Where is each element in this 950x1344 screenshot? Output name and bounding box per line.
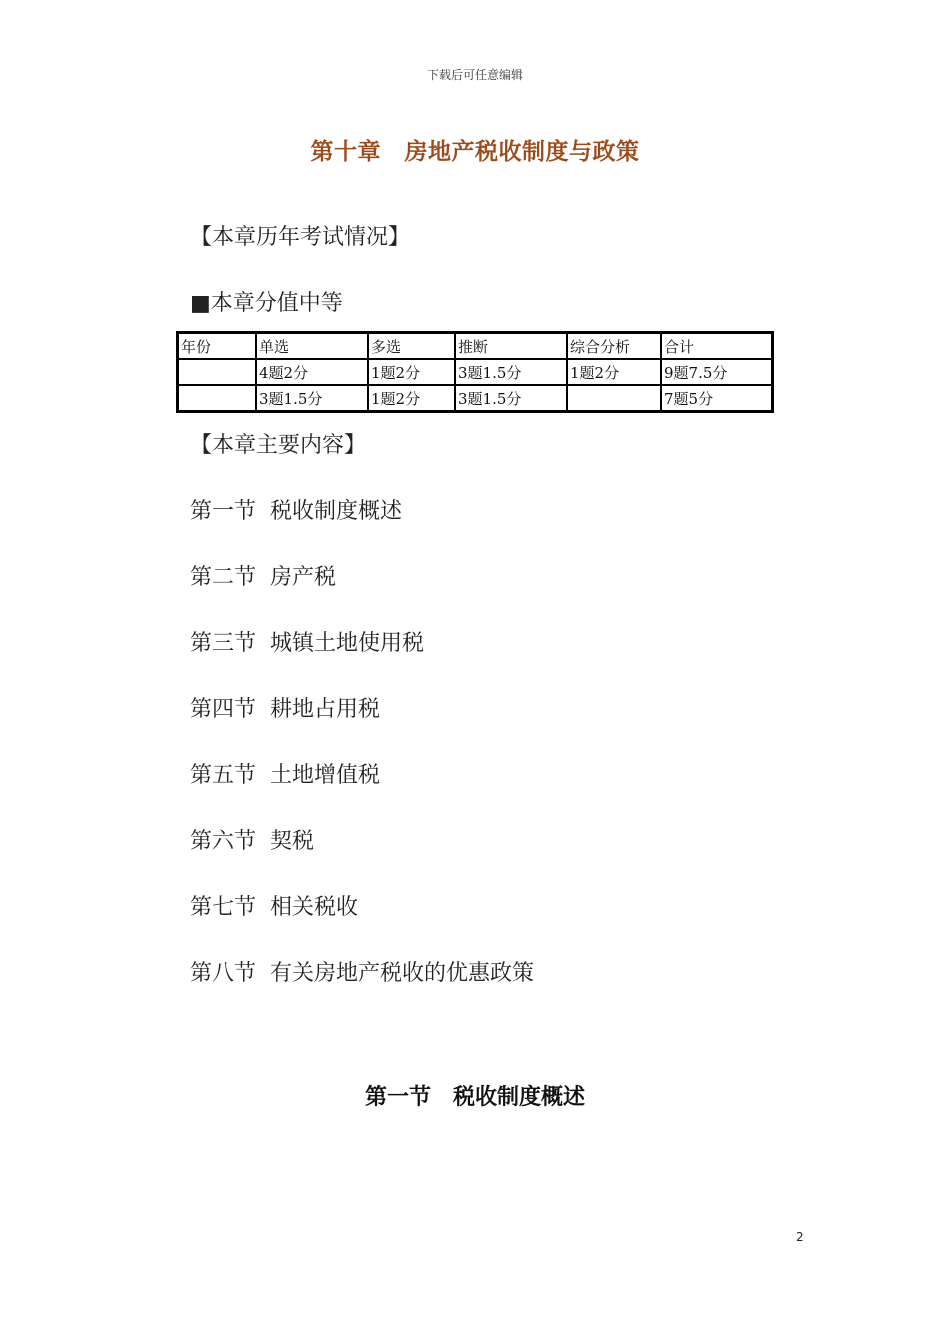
section-number: 第二节 bbox=[190, 565, 257, 590]
table-header-cell: 多选 bbox=[368, 333, 455, 359]
section-number: 第四节 bbox=[190, 697, 257, 722]
page-number: 2 bbox=[796, 1230, 804, 1244]
section-label: 相关税收 bbox=[270, 895, 359, 920]
table-cell bbox=[567, 385, 661, 411]
section-label: 城镇土地使用税 bbox=[270, 631, 425, 656]
table-cell: 3题1.5分 bbox=[455, 385, 567, 411]
section-item-8 bbox=[190, 956, 534, 987]
section-label: 有关房地产税收的优惠政策 bbox=[270, 961, 535, 986]
section-item-5 bbox=[190, 758, 380, 789]
header-note: 下载后可任意编辑 bbox=[426, 68, 523, 82]
section-item-6 bbox=[190, 824, 314, 855]
table-row bbox=[178, 359, 772, 385]
table-header-cell: 推断 bbox=[455, 333, 567, 359]
section-number: 第一节 bbox=[190, 499, 257, 524]
section-number: 第五节 bbox=[190, 763, 257, 788]
main-content-heading: 【本章主要内容】 bbox=[190, 433, 367, 458]
table-cell: 4题2分 bbox=[256, 359, 368, 385]
section-label: 契税 bbox=[270, 829, 315, 854]
table-row bbox=[178, 385, 772, 411]
score-level-heading: ■本章分值中等 bbox=[190, 291, 343, 316]
section-number: 第三节 bbox=[190, 631, 257, 656]
table-cell bbox=[178, 385, 256, 411]
table-cell: 3题1.5分 bbox=[256, 385, 368, 411]
table-header-row bbox=[178, 333, 772, 359]
section-number: 第六节 bbox=[190, 829, 257, 854]
section-label: 土地增值税 bbox=[270, 763, 381, 788]
table-cell bbox=[178, 359, 256, 385]
section-label: 税收制度概述 bbox=[270, 499, 403, 524]
section-number: 第八节 bbox=[190, 961, 257, 986]
table-cell: 1题2分 bbox=[368, 385, 455, 411]
table-header-cell: 综合分析 bbox=[567, 333, 661, 359]
section-item-7 bbox=[190, 890, 358, 921]
table-header-cell: 年份 bbox=[178, 333, 256, 359]
section-label: 房产税 bbox=[270, 565, 337, 590]
section-item-1 bbox=[190, 494, 402, 525]
exam-score-table bbox=[176, 331, 774, 413]
section-item-3 bbox=[190, 626, 424, 657]
exam-history-heading: 【本章历年考试情况】 bbox=[190, 225, 411, 250]
section-item-4 bbox=[190, 692, 380, 723]
section-number: 第七节 bbox=[190, 895, 257, 920]
table-cell: 9题7.5分 bbox=[661, 359, 772, 385]
section-item-2 bbox=[190, 560, 336, 591]
table-cell: 7题5分 bbox=[661, 385, 772, 411]
table-header-cell: 合计 bbox=[661, 333, 772, 359]
chapter-title: 第十章 房地产税收制度与政策 bbox=[310, 139, 640, 165]
table-header-cell: 单选 bbox=[256, 333, 368, 359]
table-cell: 3题1.5分 bbox=[455, 359, 567, 385]
table-cell: 1题2分 bbox=[368, 359, 455, 385]
section-heading-title: 税收制度概述 bbox=[453, 1085, 586, 1110]
section-heading-number: 第一节 bbox=[364, 1085, 431, 1110]
table-cell: 1题2分 bbox=[567, 359, 661, 385]
section-label: 耕地占用税 bbox=[270, 697, 381, 722]
section-heading bbox=[0, 1080, 950, 1111]
